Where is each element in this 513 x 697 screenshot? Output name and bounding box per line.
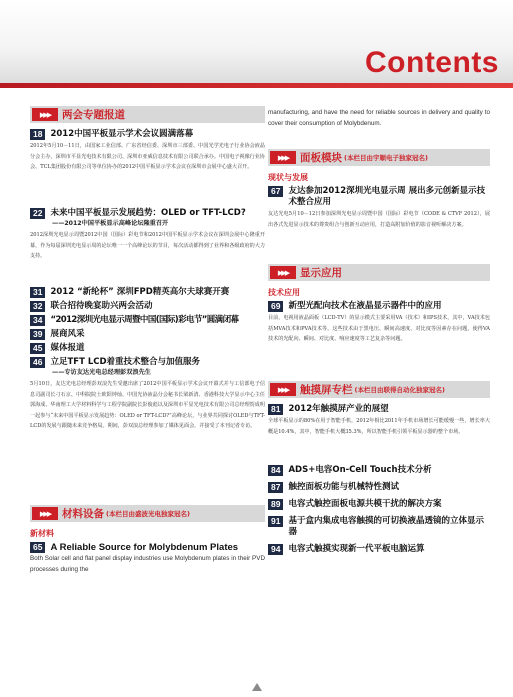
arrow-icon: ▶▶▶: [270, 383, 296, 396]
entry-title: 联合招待晚宴助兴两会活动: [50, 301, 153, 311]
toc-entry[interactable]: [30, 315, 265, 326]
page-number: 94: [268, 544, 283, 555]
entry-title: ADS+电容On-Cell Touch技术分析: [288, 465, 432, 476]
entry-description: 全球平板显示的80%在用于智能手机，2012年相比2011年手机市场增长可能缓慢一些，增长率大概是10.4%，其中，智能手机大概35.3%，所以智能手机引领平板显示器的整个市场。: [268, 418, 490, 435]
page-number: 31: [30, 287, 45, 298]
continued-text: manufacturing, and have the need for reliable sources in delivery and quality to cover their consumption of Molybdenum.: [268, 109, 490, 127]
toc-entry[interactable]: [268, 482, 490, 493]
toc-entry[interactable]: [268, 186, 490, 252]
entry-title: “2012深圳光电显示周暨中国(国际)彩电节”圆满闭幕: [50, 315, 239, 325]
arrow-icon: ▶▶▶: [32, 108, 58, 121]
toc-entry[interactable]: [30, 343, 265, 354]
section-sponsor: (本栏目由联得自动化独家冠名): [354, 386, 445, 395]
triangle-marker-icon: [252, 683, 262, 691]
entry-title: 展商风采: [50, 329, 85, 339]
section-title: 两会专题报道: [62, 109, 125, 121]
entry-title: 立足TFT LCD着重技术整合与加值服务: [50, 357, 201, 367]
page-number: 87: [268, 482, 283, 493]
toc-entry[interactable]: [30, 329, 265, 340]
entry-description: 2012年5月10－11日，由国家工业信部、广东省经信委、深圳市三部委、中国光学光电子行业协会液晶分会主办，深圳市平显光电技术有限公司、深圳市亚威信息技术有限公司联合承办。中国电子视像行业协会、TCL集团股份有限公司等单位协办的2012中国平板显示学术会议在深圳市会展中心盛大召开。: [30, 143, 265, 171]
toc-entry[interactable]: [30, 129, 265, 205]
section-title: 面板模块: [300, 152, 342, 165]
section-header-mianban: [268, 149, 490, 166]
section-sponsor: (本栏目由宇顺电子独家冠名): [344, 154, 428, 163]
page-number: 84: [268, 465, 283, 476]
entry-description: 2012深圳光电显示周暨2012中国（国际）彩电节和2012中国平板显示学术会议在深圳会展中心隆重开幕，作为每届深圳光电显示周的论坛唯一一个高峰论坛的节目，每次活动都得到了业界和各级政府的大力支持。: [30, 232, 265, 260]
section-title: 触摸屏专栏: [300, 384, 353, 397]
entry-title: 2012 “新纶杯” 深圳FPD精英高尔夫球赛开赛: [50, 287, 230, 297]
arrow-icon: ▶▶▶: [270, 266, 296, 279]
page-number: 34: [30, 315, 45, 326]
entry-subtitle: ——专访友达光电总经理彭双浪先生: [52, 369, 151, 376]
toc-entry[interactable]: [268, 465, 490, 476]
arrow-icon: ▶▶▶: [32, 507, 58, 520]
entry-title: 触控面板功能与机械特性测试: [288, 482, 399, 493]
toc-entry[interactable]: [268, 516, 490, 538]
section-header-lianghui: [30, 106, 265, 123]
entry-title: 友达参加2012深圳光电显示周 展出多元创新显示技术整合应用: [288, 186, 486, 208]
section-header-xianshi: [268, 264, 490, 281]
page-number: 81: [268, 404, 283, 415]
page-number: 91: [268, 516, 283, 527]
toc-entry[interactable]: [30, 357, 265, 497]
entry-title: 基于盒内集成电容触摸的可切换液晶透镜的立体显示器: [288, 516, 484, 538]
toc-entry[interactable]: [268, 301, 490, 367]
entry-title: A Reliable Source for Molybdenum Plates: [50, 542, 239, 553]
page-number: 65: [30, 542, 45, 553]
page-number: 18: [30, 129, 45, 140]
entry-title: 未来中国平板显示发展趋势：OLED or TFT-LCD?: [50, 208, 246, 218]
contents-title: Contents: [365, 46, 499, 79]
section-sponsor: (本栏目由盛波光电独家冠名): [106, 510, 190, 518]
page-number: 39: [30, 329, 45, 340]
sub-category: 技术应用: [268, 288, 300, 298]
entry-title: 媒体报道: [50, 343, 85, 353]
toc-entry[interactable]: [30, 542, 265, 575]
section-title: 显示应用: [300, 267, 342, 280]
right-column: [268, 94, 490, 558]
page-number: 45: [30, 343, 45, 354]
entry-title: 电容式触控面板电源共模干扰的解决方案: [288, 499, 442, 510]
toc-entry[interactable]: [30, 287, 265, 298]
page-number: 89: [268, 499, 283, 510]
section-header-cailiao: [30, 505, 265, 522]
toc-entry[interactable]: [268, 544, 490, 555]
toc-entry[interactable]: [268, 404, 490, 459]
header-rule: [0, 83, 513, 88]
page-number: 22: [30, 208, 45, 219]
page-number: 69: [268, 301, 283, 312]
entry-description: Both Solar cell and flat panel display industries use Molybdenum plates in their PVD processes during the: [30, 555, 265, 573]
sub-category: 新材料: [30, 529, 54, 538]
entry-title: 新型光配向技术在液晶显示器件中的应用: [288, 301, 442, 312]
page-number: 46: [30, 357, 45, 368]
arrow-icon: ▶▶▶: [270, 151, 296, 164]
entry-description: 5月10日，友达光电总经理彭双浪先生受邀出席了2012中国平板显示学术会议开幕式并与工信部电子信息司副司长刁石京、中科院院士欧阳钟灿、中国光协液晶分会秘书长梁新清、香港科技大学显示中心主任郭海成、华南理工大学材料科学与工程学院副院长彭俊彪以及深圳市平显光电技术有限公司总经理贺成明一起参与“未来中国平板显示发展趋势：OLED or TFT-LCD?”高峰论坛，与业界共同探讨OLED与TFT-LCD的发展与跟随未来竞争格局。期间，彭双浪总经理参加了媒体见面会，并接受了本刊记者专访。: [30, 381, 265, 430]
section-header-chumoping: [268, 381, 490, 398]
entry-subtitle: ——2012中国平板显示高峰论坛隆重召开: [52, 220, 169, 227]
toc-entry[interactable]: [30, 301, 265, 312]
page-number: 67: [268, 186, 283, 197]
toc-entry[interactable]: [30, 208, 265, 284]
toc-entry[interactable]: [268, 499, 490, 510]
section-title: 材料设备: [62, 508, 104, 520]
page-number: 32: [30, 301, 45, 312]
entry-title: 2012中国平板显示学术会议圆满落幕: [50, 129, 194, 139]
entry-description: 目前，电视用液晶面板（LCD-TV）的显示模式主要采用VA（技术）和IPS技术，其中，VA技术包括MVA技术和PVA技术等。这些技术由于黑电压、瞬间高速度、对比度等因素存在问题，使得VA技术的光配向、瞬间、对比度、响应速度等工艺复杂等问题。: [268, 315, 490, 343]
entry-title: 2012年触摸屏产业的展望: [288, 404, 389, 415]
page-header: [0, 0, 513, 88]
entry-description: 友达光电5月10－12日参加深圳光电显示周暨中国（国际）彩电节（CODE & CTVF 2012），展出各式先进显示技术的尊贵组合与创新互动应用，打造高附加价值的影音视听解决方案。: [268, 211, 490, 228]
sub-category: 现状与发展: [268, 173, 308, 183]
entry-title: 电容式触摸实现新一代平板电脑运算: [288, 544, 425, 555]
left-column: [30, 94, 265, 578]
